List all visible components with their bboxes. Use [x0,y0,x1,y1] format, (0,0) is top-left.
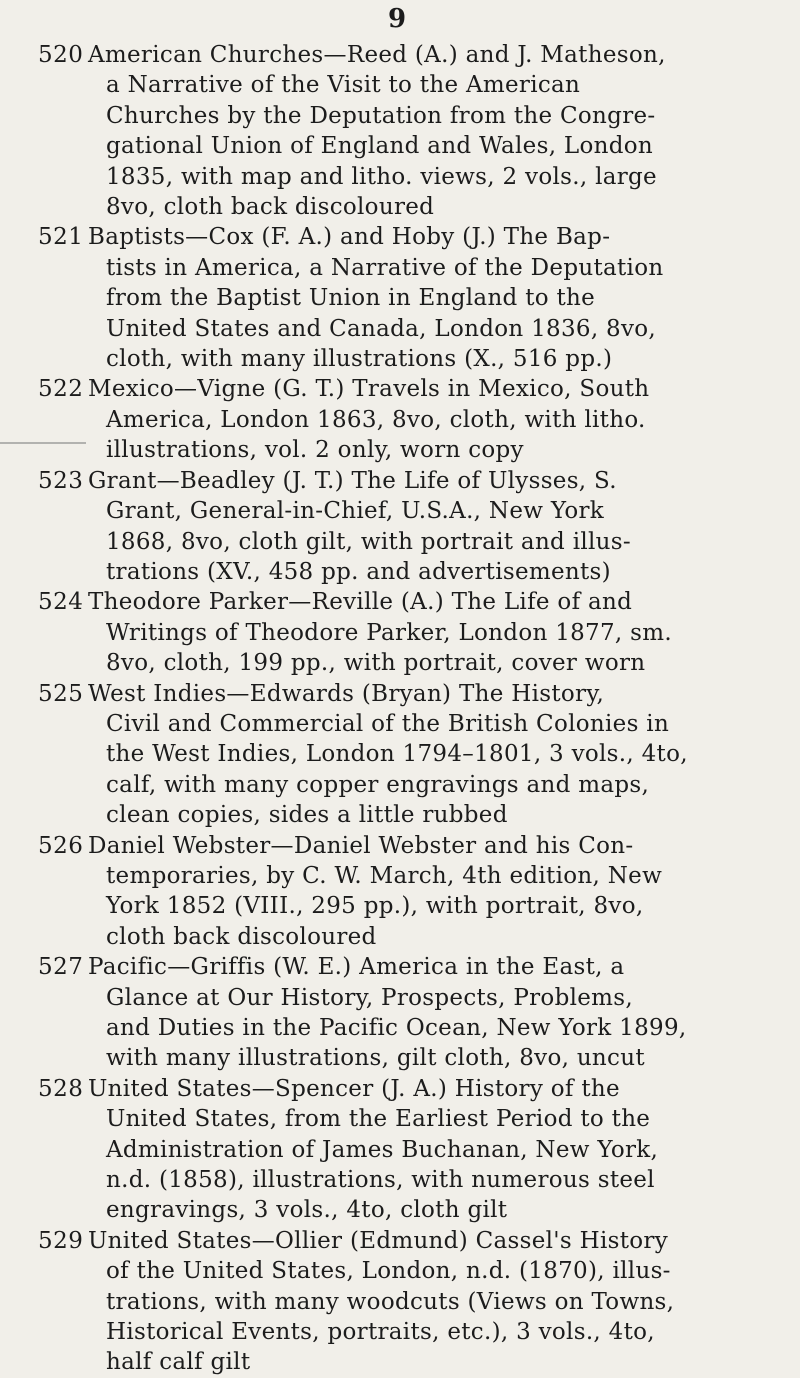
entry-line: 1868, 8vo, cloth gilt, with portrait and illus- [106,528,631,555]
entry-line: West Indies—Edwards (Bryan) The History, [88,680,605,707]
entry-line: gational Union of England and Wales, London [106,133,654,160]
lot-number: 525 [38,680,84,707]
entry-line: America, London 1863, 8vo, cloth, with litho. [106,406,646,433]
lot-number: 524 [38,589,84,616]
entry-description [88,374,718,465]
entry-line: calf, with many copper engravings and maps, [106,771,650,798]
entry-line: Glance at Our History, Prospects, Problems, [106,984,633,1011]
catalog-entry [38,222,718,374]
lot-number: 528 [38,1075,84,1102]
entry-line: n.d. (1858), illustrations, with numerous steel [106,1167,655,1194]
entry-description [88,466,718,588]
lot-number: 520 [38,42,84,68]
catalog-entry [38,1226,718,1378]
lot-number: 527 [38,954,84,981]
entry-line: engravings, 3 vols., 4to, cloth gilt [106,1197,508,1224]
entry-line: illustrations, vol. 2 only, worn copy [106,437,524,464]
entry-line: a Narrative of the Visit to the American [106,72,581,99]
entry-line: Administration of James Buchanan, New York, [106,1136,659,1163]
entry-line: Churches by the Deputation from the Congre- [106,102,656,129]
entry-line: Writings of Theodore Parker, London 1877, sm. [106,619,672,646]
entry-description [88,1074,718,1226]
entry-description [88,1226,718,1378]
entry-line: Baptists—Cox (F. A.) and Hoby (J.) The Bap- [88,224,611,251]
entry-line: tists in America, a Narrative of the Deputation [106,254,664,281]
catalog-entry [38,1074,718,1226]
lot-number: 521 [38,224,84,251]
entry-line: clean copies, sides a little rubbed [106,802,508,829]
entry-line: Theodore Parker—Reville (A.) The Life of and [88,589,633,616]
entry-line: cloth back discoloured [106,923,377,950]
entry-description [88,587,718,678]
entry-line: 1835, with map and litho. views, 2 vols., large [106,163,657,190]
entry-description [88,831,718,953]
entry-line: and Duties in the Pacific Ocean, New York 1899, [106,1015,687,1041]
entry-line: United States, from the Earliest Period to the [106,1106,651,1133]
entry-description [88,679,718,831]
entry-line: Historical Events, portraits, etc.), 3 vols., 4to, [106,1319,655,1346]
catalog-entry [38,952,718,1074]
entry-line: Daniel Webster—Daniel Webster and his Con- [88,832,634,859]
entry-line: trations (XV., 458 pp. and advertisements) [106,558,611,585]
lot-number: 522 [38,376,84,403]
page-number: 9 [388,4,407,34]
catalog-entry [38,466,718,588]
entry-line: Mexico—Vigne (G. T.) Travels in Mexico, South [88,376,650,403]
entry-line: half calf gilt [106,1349,251,1376]
entry-description [88,952,718,1074]
entry-line: from the Baptist Union in England to the [106,285,596,312]
entry-line: Grant—Beadley (J. T.) The Life of Ulysses, S. [88,467,617,494]
catalog-entry [38,587,718,678]
entry-line: United States—Spencer (J. A.) History of the [88,1075,620,1102]
entry-line: Pacific—Griffis (W. E.) America in the East, a [88,954,625,981]
entry-line: trations, with many woodcuts (Views on Towns, [106,1288,675,1315]
entry-description [88,40,718,222]
entry-line: 8vo, cloth, 199 pp., with portrait, cover worn [106,650,646,677]
lot-number: 529 [38,1227,84,1254]
catalog-entry [38,679,718,831]
entry-description [88,222,718,374]
catalog-entry [38,831,718,953]
entry-line: American Churches—Reed (A.) and J. Matheson, [88,42,666,68]
entry-line: the West Indies, London 1794–1801, 3 vols., 4to, [106,741,688,768]
entry-line: York 1852 (VIII., 295 pp.), with portrait, 8vo, [106,893,644,920]
entry-line: with many illustrations, gilt cloth, 8vo, uncut [106,1045,645,1072]
lot-number: 523 [38,467,84,494]
entry-line: United States and Canada, London 1836, 8vo, [106,315,657,342]
entry-line: United States—Ollier (Edmund) Cassel's History [88,1227,668,1254]
entry-line: cloth, with many illustrations (X., 516 pp.) [106,346,613,373]
entry-line: Civil and Commercial of the British Colonies in [106,710,670,737]
catalog-entry [38,374,718,465]
entry-line: temporaries, by C. W. March, 4th edition, New [106,862,663,889]
entry-line: of the United States, London, n.d. (1870), illus- [106,1258,671,1285]
lot-number: 526 [38,832,84,859]
entry-line: Grant, General-in-Chief, U.S.A., New York [106,498,605,525]
catalog-entries [38,40,718,1378]
catalog-entry [38,40,718,222]
entry-line: 8vo, cloth back discoloured [106,194,435,221]
